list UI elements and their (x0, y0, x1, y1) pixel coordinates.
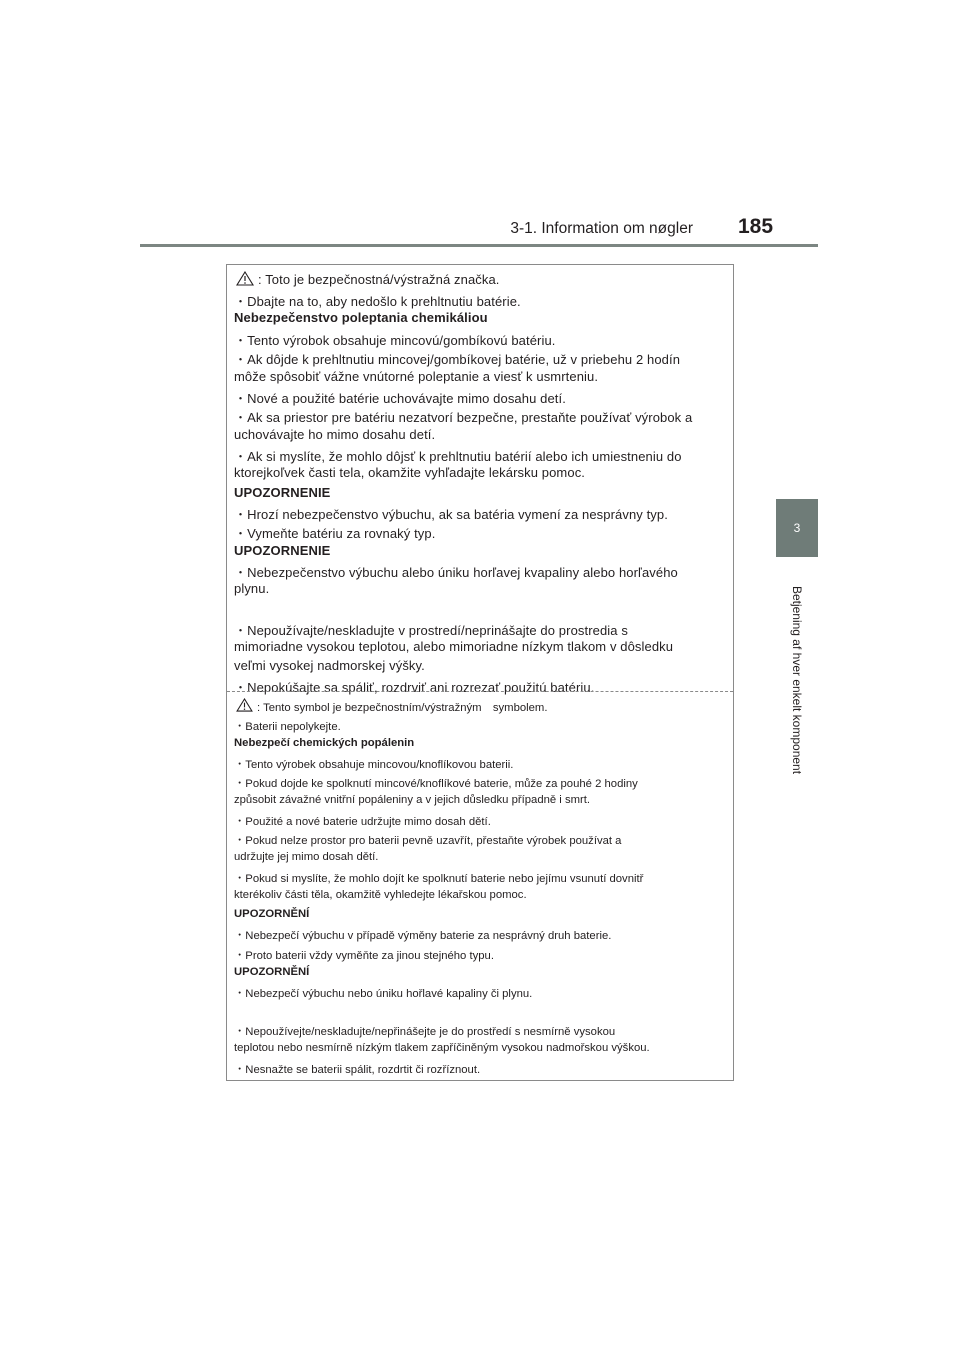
warning-triangle-icon (236, 271, 254, 289)
czech-line-15: ・Nesnažte se baterii spálit, rozdrtit či rozříznout. (234, 1064, 481, 1076)
slovak-line-16: veľmi vysokej nadmorskej výšky. (234, 658, 425, 673)
czech-line-10: ・Nebezpečí výbuchu v případě výměny baterie za nesprávný druh baterie. (234, 930, 612, 942)
czech-symbol-note: : Tento symbol je bezpečnostním/výstražným symbolem. (257, 702, 548, 714)
slovak-line-1: ・Dbajte na to, aby nedošlo k prehltnutiu batérie. (234, 294, 521, 309)
warning-triangle-icon (236, 698, 253, 715)
chapter-tab (776, 499, 818, 557)
page-number: 185 (738, 215, 774, 238)
slovak-symbol-note: : Toto je bezpečnostná/výstražná značka. (258, 272, 500, 287)
slovak-line-15: mimoriadne vysokou teplotou, alebo mimoriadne nízkym tlakom v dôsledku (234, 639, 674, 654)
slovak-line-7: uchovávajte ho mimo dosahu detí. (234, 427, 436, 442)
header-rule (140, 244, 818, 247)
czech-line-1: ・Baterii nepolykejte. (234, 721, 341, 733)
czech-heading-1: Nebezpečí chemických popálenin (234, 737, 415, 749)
czech-line-9: kterékoliv části těla, okamžitě vyhledejte lékařskou pomoc. (234, 889, 527, 901)
czech-heading-3: UPOZORNĚNÍ (234, 966, 310, 978)
slovak-line-17: ・Nepokúšajte sa spáliť, rozdrviť ani rozrezať použitú batériu. (234, 680, 595, 695)
czech-line-11: ・Proto baterii vždy vyměňte za jinou stejného typu. (234, 950, 494, 962)
slovak-line-3: ・Ak dôjde k prehltnutiu mincovej/gombíkovej batérie, už v priebehu 2 hodín (234, 352, 681, 367)
slovak-line-14: ・Nepoužívajte/neskladujte v prostredí/neprinášajte do prostredia s (234, 623, 628, 638)
czech-line-5: ・Použité a nové baterie udržujte mimo dosah dětí. (234, 816, 491, 828)
chapter-number: 3 (793, 521, 801, 535)
slovak-line-8: ・Ak si myslíte, že mohlo dôjsť k prehltnutiu batérií alebo ich umiestneniu do (234, 449, 682, 464)
slovak-symbol-line (234, 271, 500, 289)
slovak-heading-3: UPOZORNENIE (234, 543, 331, 558)
battery-warning-box (226, 264, 734, 1081)
slovak-line-6: ・Ak sa priestor pre batériu nezatvorí bezpečne, prestaňte používať výrobok a (234, 410, 693, 425)
slovak-heading-2: UPOZORNENIE (234, 485, 331, 500)
language-divider (227, 691, 733, 692)
czech-heading-2: UPOZORNĚNÍ (234, 908, 310, 920)
chapter-title: Betjening af hver enkelt komponent (790, 585, 804, 775)
slovak-line-5: ・Nové a použité batérie uchovávajte mimo dosahu detí. (234, 391, 566, 406)
czech-line-7: udržujte jej mimo dosah dětí. (234, 851, 379, 863)
czech-symbol-line (234, 698, 547, 715)
slovak-line-11: ・Vymeňte batériu za rovnaký typ. (234, 526, 436, 541)
slovak-line-9: ktorejkoľvek časti tela, okamžite vyhľadajte lekársku pomoc. (234, 465, 586, 480)
slovak-line-10: ・Hrozí nebezpečenstvo výbuchu, ak sa batéria vymení za nesprávny typ. (234, 507, 668, 522)
czech-line-13: ・Nepoužívejte/neskladujte/nepřinášejte je do prostředí s nesmírně vysokou (234, 1026, 616, 1038)
slovak-line-13: plynu. (234, 581, 270, 596)
slovak-line-4: môže spôsobiť vážne vnútorné poleptanie a viesť k usmrteniu. (234, 369, 599, 384)
czech-line-2: ・Tento výrobek obsahuje mincovou/knoflíkovou baterii. (234, 759, 514, 771)
czech-line-4: způsobit závažné vnitřní popáleniny a v jejich důsledku případně i smrt. (234, 794, 591, 806)
czech-line-6: ・Pokud nelze prostor pro baterii pevně uzavřít, přestaňte výrobek používat a (234, 835, 622, 847)
czech-line-8: ・Pokud si myslíte, že mohlo dojít ke spolknutí baterie nebo jejímu vsunutí dovnitř (234, 873, 644, 885)
slovak-line-12: ・Nebezpečenstvo výbuchu alebo úniku horľavej kvapaliny alebo horľavého (234, 565, 678, 580)
czech-line-12: ・Nebezpečí výbuchu nebo úniku hořlavé kapaliny či plynu. (234, 988, 533, 1000)
czech-line-14: teplotou nebo nesmírně nízkým tlakem zapříčiněným vysokou nadmořskou výškou. (234, 1042, 650, 1054)
section-title: 3-1. Information om nøgler (510, 220, 693, 237)
slovak-heading-1: Nebezpečenstvo poleptania chemikáliou (234, 310, 488, 325)
slovak-line-2: ・Tento výrobok obsahuje mincovú/gombíkovú batériu. (234, 333, 556, 348)
czech-line-3: ・Pokud dojde ke spolknutí mincové/knoflíkové baterie, může za pouhé 2 hodiny (234, 778, 638, 790)
